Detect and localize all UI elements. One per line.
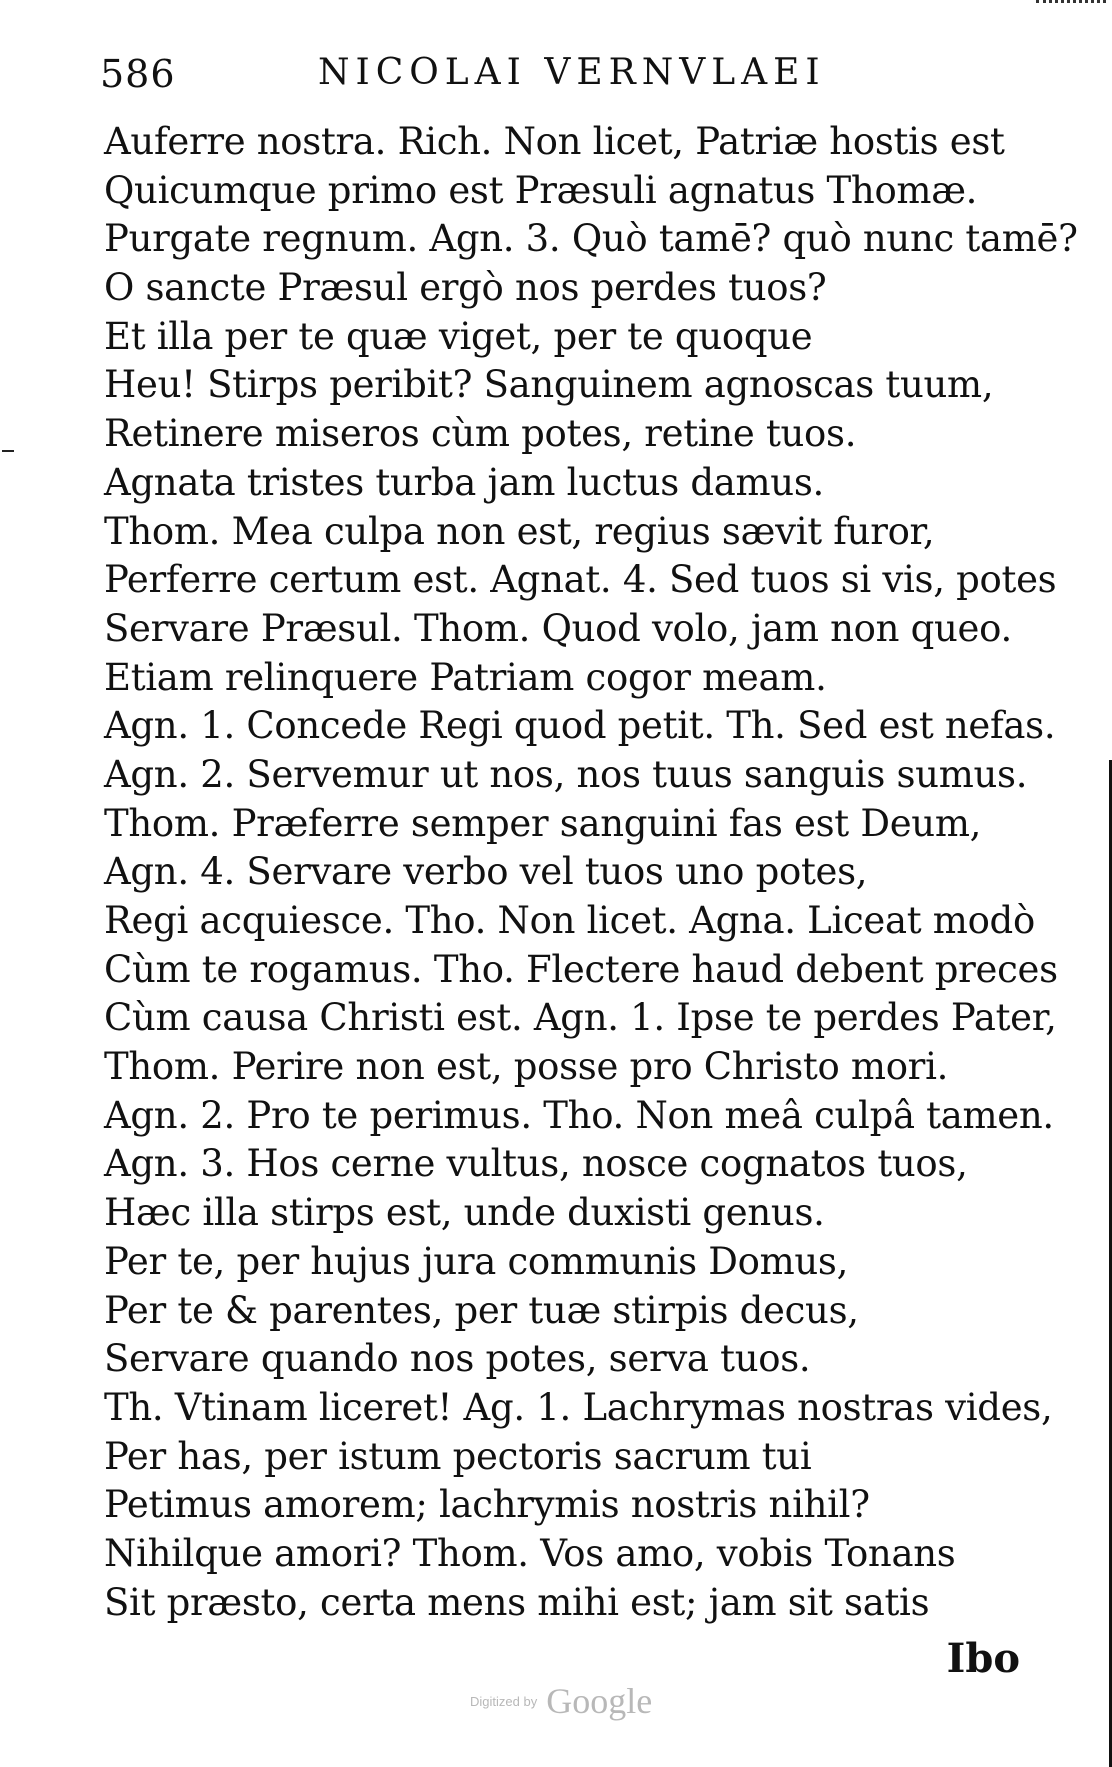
- verse-line: Agn. 3. Hos cerne vultus, nosce cognatos tuos,: [104, 1142, 968, 1186]
- verse-line: Retinere miseros cùm potes, retine tuos.: [104, 412, 857, 456]
- page-header: [100, 52, 960, 100]
- digitization-watermark: [470, 1680, 652, 1722]
- page-edge-mark: [1036, 0, 1106, 9]
- verse-line: Per te & parentes, per tuæ stirpis decus,: [104, 1288, 859, 1332]
- verse-line: Petimus amorem; lachrymis nostris nihil?: [104, 1483, 870, 1527]
- verse-line: Cùm causa Christi est. Agn. 1. Ipse te perdes Pater,: [104, 996, 1057, 1040]
- verse-line: Auferre nostra. Rich. Non licet, Patriæ hostis est: [104, 120, 1005, 163]
- verse-line: Agn. 2. Pro te perimus. Tho. Non meâ culpâ tamen.: [104, 1093, 1054, 1137]
- verse-line: Agn. 1. Concede Regi quod petit. Th. Sed est nefas.: [104, 704, 1056, 748]
- verse-line: Heu! Stirps peribit? Sanguinem agnoscas tuum,: [104, 363, 994, 407]
- verse-line: O sancte Præsul ergò nos perdes tuos?: [104, 266, 827, 310]
- margin-mark: [2, 450, 14, 452]
- verse-line: Servare quando nos potes, serva tuos.: [104, 1337, 811, 1381]
- verse-line: Regi acquiesce. Tho. Non licet. Agna. Liceat modò: [104, 899, 1035, 942]
- running-head: NICOLAI VERNVLAEI: [318, 52, 826, 93]
- verse-line: Agn. 2. Servemur ut nos, nos tuus sanguis sumus.: [104, 752, 1028, 796]
- verse-line: Thom. Perire non est, posse pro Christo mori.: [104, 1045, 949, 1089]
- verse-line: Purgate regnum. Agn. 3. Quò tamē? quò nunc tamē?: [104, 217, 1078, 261]
- watermark-prefix: Digitized by: [470, 1693, 538, 1709]
- page-number: 586: [100, 52, 176, 96]
- verse-line: Thom. Præferre semper sanguini fas est Deum,: [104, 801, 982, 845]
- verse-line: Per te, per hujus jura communis Domus,: [104, 1239, 849, 1283]
- verse-line: Quicumque primo est Præsuli agnatus Thomæ.: [104, 168, 978, 212]
- verse-line: Sit præsto, certa mens mihi est; jam sit satis: [104, 1580, 930, 1624]
- verse-line: Cùm te rogamus. Tho. Flectere haud debent preces: [104, 947, 1058, 991]
- verse-line: Servare Præsul. Thom. Quod volo, jam non queo.: [104, 606, 1012, 650]
- verse-text: [104, 118, 1078, 1627]
- verse-line: Agnata tristes turba jam luctus damus.: [104, 460, 824, 504]
- verse-line: Et illa per te quæ viget, per te quoque: [104, 314, 813, 358]
- verse-line: Thom. Mea culpa non est, regius sævit furor,: [104, 509, 935, 553]
- verse-line: Nihilque amori? Thom. Vos amo, vobis Tonans: [104, 1531, 956, 1575]
- verse-line: Agn. 4. Servare verbo vel tuos uno potes,: [104, 850, 868, 894]
- verse-line: Perferre certum est. Agnat. 4. Sed tuos si vis, potes: [104, 558, 1057, 602]
- verse-line: Th. Vtinam liceret! Ag. 1. Lachrymas nostras vides,: [104, 1385, 1053, 1429]
- verse-line: Hæc illa stirps est, unde duxisti genus.: [104, 1191, 825, 1235]
- verse-line: Per has, per istum pectoris sacrum tui: [104, 1434, 812, 1478]
- watermark-logo: Google: [546, 1681, 653, 1721]
- verse-line: Etiam relinquere Patriam cogor meam.: [104, 655, 827, 699]
- catchword: Ibo: [946, 1635, 1020, 1682]
